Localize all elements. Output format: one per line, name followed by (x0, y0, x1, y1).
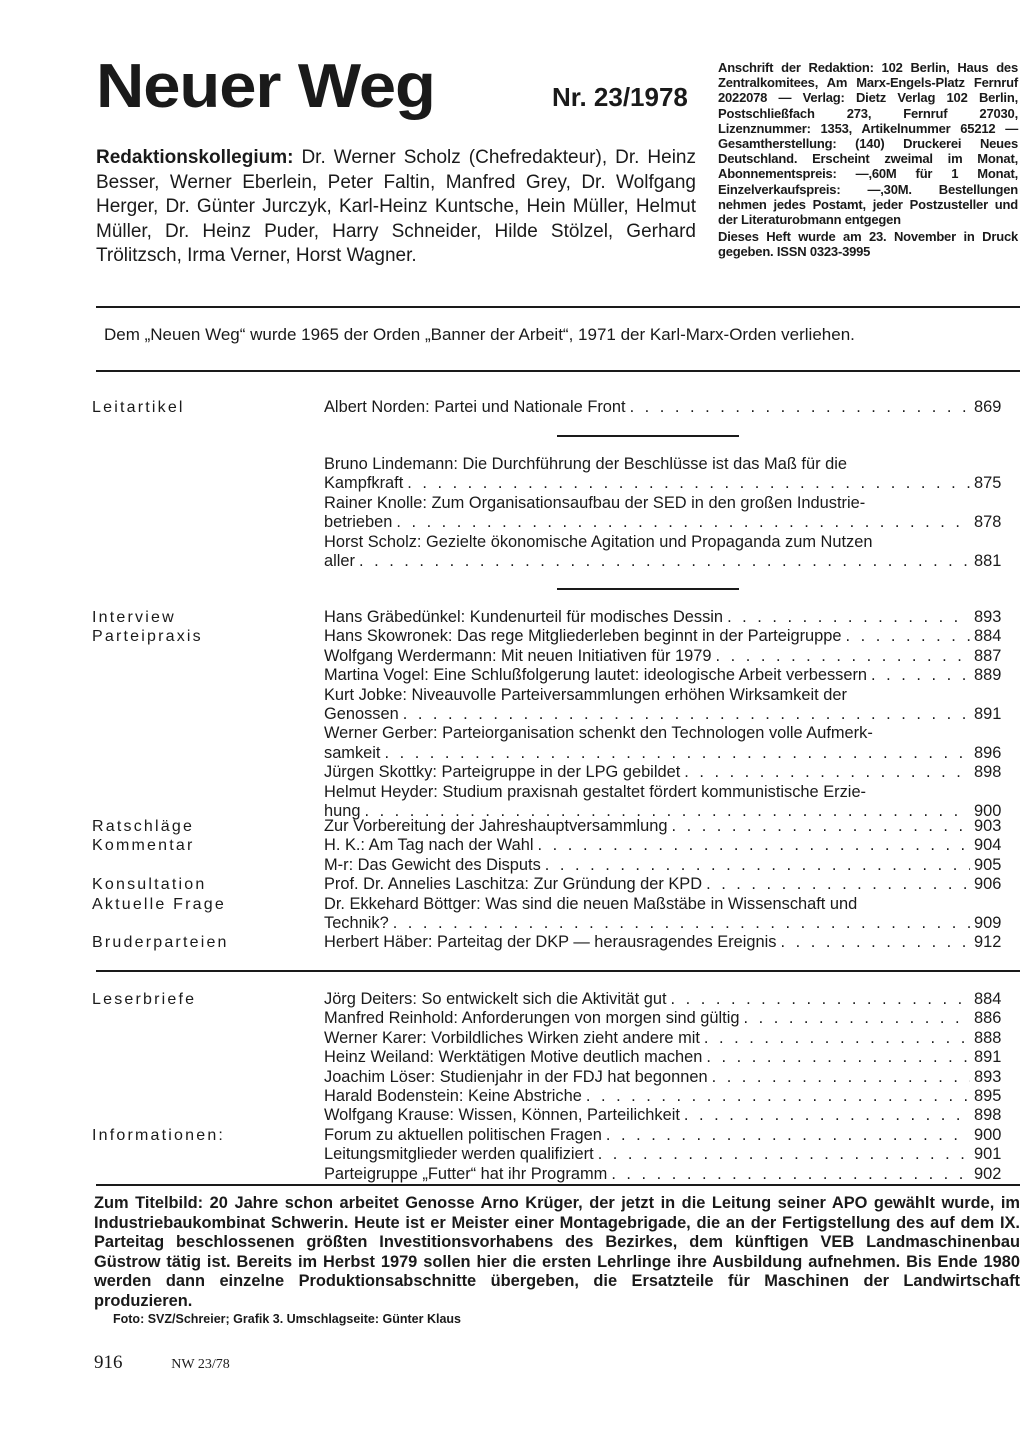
entry-page: 893 (974, 608, 1002, 626)
entry-page: 884 (974, 990, 1002, 1008)
leader-dots (671, 817, 970, 836)
entry-title: Martina Vogel: Eine Schlußfolgerung lautet: ideologische Arbeit verbessern (324, 666, 868, 685)
toc-entry[interactable] (324, 647, 1014, 666)
leader-dots (704, 1029, 970, 1048)
section-label: Kommentar (92, 837, 195, 855)
section-label (92, 1068, 312, 1087)
entry-title: aller (324, 552, 355, 571)
section-label: Informationen: (92, 1126, 226, 1144)
toc-entry[interactable] (324, 895, 1014, 934)
toc-block-leitartikel (92, 398, 1022, 417)
toc-block-5 (92, 990, 1022, 1184)
print-note: Dieses Heft wurde am 23. November in Druck gegeben. ISSN 0323-3995 (718, 229, 1018, 260)
entry-page: 891 (974, 1048, 1002, 1067)
toc-entry[interactable] (324, 533, 1014, 572)
entry-title: Heinz Weiland: Werktätigen Motive deutlich machen (324, 1048, 703, 1067)
entry-title: Leitungsmitglieder werden qualifiziert (324, 1145, 594, 1164)
leader-dots (712, 1068, 970, 1087)
entry-title: Hans Skowronek: Das rege Mitgliederleben beginnt in der Parteigruppe (324, 627, 842, 646)
toc-entry[interactable] (324, 1126, 1014, 1145)
toc-entry[interactable] (324, 875, 1014, 894)
entry-page: 889 (974, 666, 1002, 685)
entry-title: Albert Norden: Partei und Nationale Front (324, 398, 626, 416)
page-footer (94, 1352, 230, 1374)
entry-title: Rainer Knolle: Zum Organisationsaufbau der SED in den großen Industrie- (324, 493, 866, 512)
leader-dots (781, 933, 971, 952)
entry-title: Werner Karer: Vorbildliches Wirken zieht andere mit (324, 1028, 700, 1047)
toc-entry[interactable] (324, 836, 1014, 855)
entry-title: Zur Vorbereitung der Jahreshauptversammlung (324, 817, 668, 835)
entry-title: Prof. Dr. Annelies Laschitza: Zur Gründung der KPD (324, 875, 703, 894)
entry-title: H. K.: Am Tag nach der Wahl (324, 836, 534, 855)
entry-page: 895 (974, 1087, 1002, 1106)
entry-page: 900 (974, 1125, 1002, 1144)
board-label: Redaktionskollegium: (96, 147, 294, 168)
short-divider-1 (557, 435, 739, 437)
address-text: Anschrift der Redaktion: 102 Berlin, Haus des Zentralkomitees, Am Marx-Engels-Platz Fernruf 2022078 — Verlag: Dietz Verlag 102 Berlin, Postschließfach 273, Fernruf 27030, Lizenznummer: 1353, Artikelnummer 65212 — Gesamtherstellung: (140) Druckerei Neues Deutschland. Erscheint zweimal im Monat, Abonnementspreis: —,60M für 1 Monat, Einzelverkaufspreis: —,30M. Bestellungen nehmen jedes Postamt, jeder Postzusteller und der Literaturobmann entgegen (718, 60, 1018, 228)
leader-dots (846, 627, 970, 646)
toc-entry[interactable] (324, 990, 1014, 1009)
entry-page: 896 (974, 743, 1002, 762)
entry-title: Dr. Ekkehard Böttger: Was sind die neuen Maßstäbe in Wissenschaft und (324, 894, 858, 913)
toc-entry[interactable] (324, 666, 1014, 685)
entry-title: Wolfgang Krause: Wissen, Können, Parteilichkeit (324, 1106, 680, 1125)
toc-entry[interactable] (324, 933, 1014, 952)
entry-page: 881 (974, 552, 1002, 571)
entry-title: Manfred Reinhold: Anforderungen von morgen sind gültig (324, 1009, 740, 1028)
section-labels (92, 990, 312, 1145)
section-label: Parteipraxis (92, 628, 203, 646)
entry-page: 898 (974, 763, 1002, 782)
entry-page: 893 (974, 1067, 1002, 1086)
award-note: Dem „Neuen Weg“ wurde 1965 der Orden „Banner der Arbeit“, 1971 der Karl-Marx-Orden verliehen. (104, 325, 855, 344)
entry-page: 903 (974, 817, 1002, 835)
entry-page: 900 (974, 802, 1002, 821)
entry-title: Technik? (324, 914, 389, 933)
leader-dots (727, 608, 970, 627)
issue-number: Nr. 23/1978 (552, 82, 688, 112)
entry-title: Forum zu aktuellen politischen Fragen (324, 1125, 602, 1144)
leader-dots (545, 856, 970, 875)
toc-entry[interactable] (324, 398, 1014, 417)
leader-dots (706, 875, 970, 894)
entry-title: Kurt Jobke: Niveauvolle Parteiversammlungen erhöhen Wirksamkeit der (324, 685, 847, 704)
divider-top (96, 306, 1020, 308)
short-divider-2 (557, 588, 739, 590)
entry-title: Harald Bodenstein: Keine Abstriche (324, 1087, 582, 1106)
toc-entry[interactable] (324, 1068, 1014, 1087)
toc-entry[interactable] (324, 724, 1014, 763)
toc-block-3 (92, 608, 1022, 821)
toc-entry[interactable] (324, 455, 1014, 494)
section-labels (92, 608, 312, 647)
entry-page: 905 (974, 855, 1002, 874)
leader-dots (538, 836, 970, 855)
editorial-board (96, 146, 696, 269)
leader-dots (384, 744, 970, 763)
section-label: Bruderparteien (92, 934, 229, 952)
entry-page: 909 (974, 914, 1002, 933)
entry-page: 898 (974, 1106, 1002, 1125)
divider-caption (96, 1184, 1020, 1186)
entry-page: 887 (974, 646, 1002, 665)
section-label (92, 914, 312, 933)
entry-page: 884 (974, 627, 1002, 646)
leader-dots (684, 763, 970, 782)
entry-title: Helmut Heyder: Studium praxisnah gestaltet fördert kommunistische Erzie- (324, 782, 867, 801)
leader-dots (744, 1009, 971, 1028)
leader-dots (606, 1126, 970, 1145)
entry-title: Jörg Deiters: So entwickelt sich die Aktivität gut (324, 990, 667, 1008)
section-label (92, 856, 312, 875)
entry-page: 878 (974, 513, 1002, 532)
photo-credit: Foto: SVZ/Schreier; Grafik 3. Umschlagseite: Günter Klaus (113, 1312, 462, 1326)
entry-title: Horst Scholz: Gezielte ökonomische Agitation und Propaganda zum Nutzen (324, 532, 873, 551)
entry-title: Bruno Lindemann: Die Durchführung der Beschlüsse ist das Maß für die (324, 455, 847, 473)
entry-title: Wolfgang Werdermann: Mit neuen Initiativen für 1979 (324, 646, 712, 665)
toc-entry[interactable] (324, 817, 1014, 836)
section-label (92, 1048, 312, 1067)
entry-page: 904 (974, 836, 1002, 855)
toc-block-2 (92, 455, 1022, 571)
leader-dots (671, 990, 970, 1009)
entry-page: 875 (974, 474, 1002, 493)
entry-title: samkeit (324, 743, 381, 762)
entry-page: 912 (974, 933, 1002, 952)
entry-page: 888 (974, 1028, 1002, 1047)
divider-award (96, 370, 1020, 372)
entry-title: betrieben (324, 513, 393, 532)
toc-entry[interactable] (324, 1165, 1014, 1184)
toc-entry[interactable] (324, 1106, 1014, 1125)
toc-entry[interactable] (324, 494, 1014, 533)
section-label (92, 1106, 312, 1125)
leader-dots (396, 513, 970, 532)
toc-entry[interactable] (324, 1048, 1014, 1067)
leader-dots (393, 914, 970, 933)
leader-dots (359, 552, 970, 571)
entry-title: Joachim Löser: Studienjahr in der FDJ hat begonnen (324, 1067, 708, 1086)
entry-page: 886 (974, 1009, 1002, 1028)
cover-caption: Zum Titelbild: 20 Jahre schon arbeitet Genosse Arno Krüger, der jetzt in die Leitung seiner APO gewählt wurde, im Industriebaukombinat Schwerin. Heute ist er Meister einer Montagebrigade, die an der Fertigstellung des auf dem IX. Parteitag beschlossenen größten Investitionsvorhabens des Bezirkes, dem künftigen VEB Landmaschinenbau Güstrow tätig ist. Bereits im Herbst 1979 sollen hier die ersten Lehrlinge ihre Ausbildung aufnehmen. Bis Ende 1980 werden dann einzelne Produktionsabschnitte übergeben, die Ersatzteile für Maschinen der Landwirtschaft produzieren. (94, 1194, 1020, 1310)
section-label: Interview (92, 609, 176, 626)
entry-page: 906 (974, 875, 1002, 894)
leader-dots (716, 647, 970, 666)
section-label (92, 1009, 312, 1028)
section-label: Leitartikel (92, 399, 185, 416)
entry-title: Werner Gerber: Parteiorganisation schenkt den Technologen volle Aufmerk- (324, 724, 873, 743)
leader-dots (611, 1165, 970, 1184)
leader-dots (407, 474, 970, 493)
section-label: Leserbriefe (92, 991, 197, 1008)
toc-entry[interactable] (324, 856, 1014, 875)
toc-entry[interactable] (324, 783, 1014, 822)
page-number: 916 (94, 1352, 123, 1373)
entry-page: 901 (974, 1145, 1002, 1164)
section-label: Konsultation (92, 876, 207, 894)
section-labels (92, 817, 312, 953)
toc-entry[interactable] (324, 1009, 1014, 1028)
leader-dots (871, 666, 970, 685)
toc-entry[interactable] (324, 763, 1014, 782)
leader-dots (403, 705, 970, 724)
divider-toc (96, 970, 1020, 972)
entry-title: Kampfkraft (324, 474, 404, 493)
magazine-title: Neuer Weg (96, 52, 435, 121)
entry-title: Parteigruppe „Futter“ hat ihr Programm (324, 1164, 608, 1183)
entry-title: M-r: Das Gewicht des Disputs (324, 855, 541, 874)
leader-dots (684, 1106, 970, 1125)
board-members: Dr. Werner Scholz (Chefredakteur), Dr. Heinz Besser, Werner Eberlein, Peter Faltin, Manfred Grey, Dr. Wolfgang Herger, Dr. Günter Jurczyk, Karl-Heinz Kuntsche, Hein Müller, Helmut Müller, Dr. Heinz Puder, Harry Schneider, Hilde Stölzel, Gerhard Trölitzsch, Irma Verner, Horst Wagner. (96, 147, 696, 266)
entry-page: 902 (974, 1164, 1002, 1183)
entry-page: 869 (974, 398, 1002, 416)
entry-title: Hans Gräbedünkel: Kundenurteil für modisches Dessin (324, 608, 724, 626)
entry-title: Jürgen Skottky: Parteigruppe in der LPG gebildet (324, 763, 681, 782)
leader-dots (598, 1145, 970, 1164)
toc-entry[interactable] (324, 608, 1014, 627)
section-label (92, 1029, 312, 1048)
toc-entry[interactable] (324, 1087, 1014, 1106)
section-label: Ratschläge (92, 818, 195, 835)
editorial-address (718, 60, 1018, 260)
section-labels (92, 398, 312, 417)
entry-page: 891 (974, 705, 1002, 724)
toc-entry[interactable] (324, 1029, 1014, 1048)
leader-dots (706, 1048, 970, 1067)
section-label: Aktuelle Frage (92, 895, 226, 913)
entry-title: Herbert Häber: Parteitag der DKP — herausragendes Ereignis (324, 933, 777, 952)
toc-entry[interactable] (324, 627, 1014, 646)
leader-dots (630, 398, 970, 417)
issue-code: NW 23/78 (171, 1357, 230, 1372)
toc-entry[interactable] (324, 686, 1014, 725)
toc-entry[interactable] (324, 1145, 1014, 1164)
toc-block-4 (92, 817, 1022, 953)
leader-dots (586, 1087, 970, 1106)
section-label (92, 1087, 312, 1106)
entry-title: Genossen (324, 705, 399, 724)
entry-title: hung (324, 802, 361, 821)
